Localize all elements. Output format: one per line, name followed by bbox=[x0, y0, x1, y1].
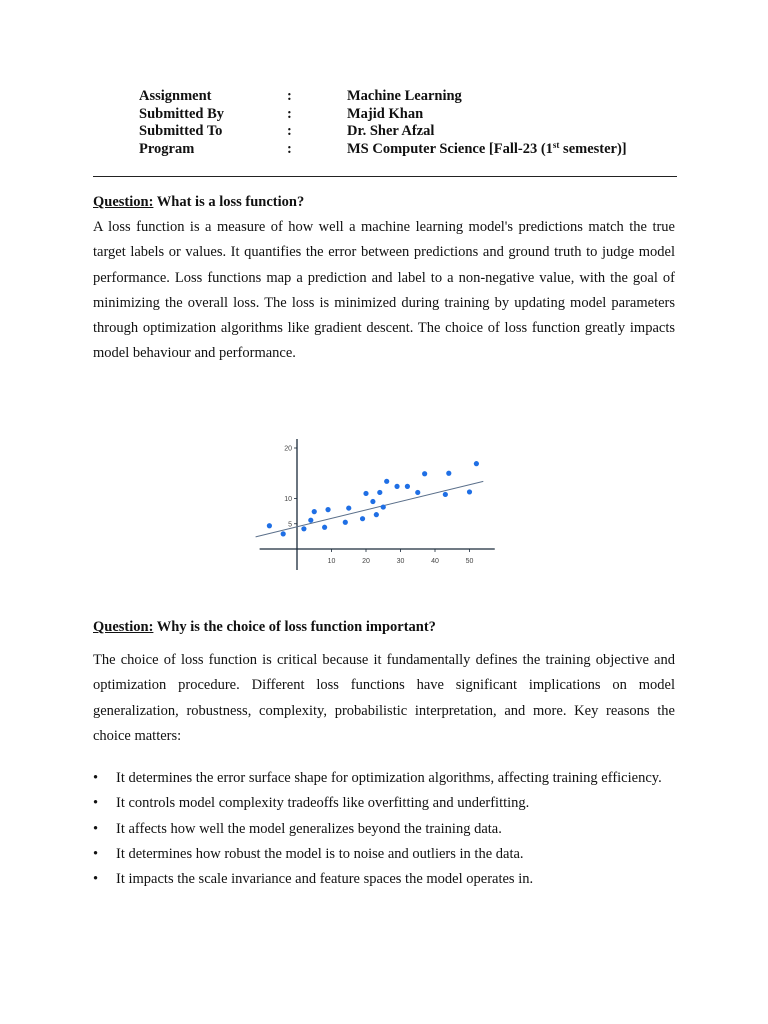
data-point bbox=[381, 504, 386, 509]
submitted-to-colon: : bbox=[287, 123, 292, 140]
bullet-icon: • bbox=[93, 871, 99, 888]
header-divider bbox=[93, 176, 677, 177]
question-2-text: Why is the choice of loss function important? bbox=[153, 619, 436, 635]
submitted-by-colon: : bbox=[287, 105, 292, 122]
data-point bbox=[360, 516, 365, 521]
list-item bbox=[93, 766, 675, 791]
data-point bbox=[422, 471, 427, 476]
question-1-prefix: Question: bbox=[93, 194, 154, 210]
program-value-end: semester)] bbox=[559, 140, 627, 157]
list-item bbox=[93, 791, 675, 816]
data-point bbox=[467, 489, 472, 494]
assignment-header bbox=[139, 88, 627, 158]
data-point bbox=[281, 531, 286, 536]
scatter-chart bbox=[250, 382, 520, 572]
x-tick-label: 30 bbox=[396, 558, 405, 565]
submitted-by-value: Majid Khan bbox=[347, 105, 424, 122]
data-point bbox=[474, 461, 479, 466]
list-item bbox=[93, 817, 675, 842]
x-tick-label: 40 bbox=[431, 558, 439, 565]
submitted-to-label: Submitted To bbox=[139, 123, 223, 140]
list-item-text: It determines the error surface shape for optimization algorithms, affecting training efficiency. bbox=[116, 770, 662, 786]
data-point bbox=[443, 492, 448, 497]
program-label: Program bbox=[139, 140, 195, 157]
assignment-colon: : bbox=[287, 88, 292, 104]
regression-line bbox=[256, 481, 484, 537]
list-item-text: It controls model complexity tradeoffs like overfitting and underfitting. bbox=[116, 795, 530, 812]
data-point bbox=[308, 518, 313, 523]
data-point bbox=[346, 505, 351, 510]
program-value-superscript: st bbox=[552, 139, 560, 150]
data-point bbox=[405, 484, 410, 489]
submitted-to-value: Dr. Sher Afzal bbox=[347, 123, 435, 140]
header-row-submitted-to bbox=[139, 123, 627, 141]
program-colon: : bbox=[287, 140, 292, 157]
question-2-heading bbox=[93, 619, 436, 636]
bullet-icon: • bbox=[93, 770, 99, 786]
data-point bbox=[374, 512, 379, 517]
bullet-icon: • bbox=[93, 795, 99, 812]
bullet-icon: • bbox=[93, 845, 99, 862]
data-point bbox=[415, 490, 420, 495]
data-point bbox=[384, 479, 389, 484]
data-point bbox=[325, 507, 330, 512]
assignment-label: Assignment bbox=[139, 88, 212, 104]
x-tick-label: 50 bbox=[465, 558, 474, 565]
assignment-value: Machine Learning bbox=[347, 88, 462, 104]
data-point bbox=[322, 525, 327, 530]
y-tick-label: 5 bbox=[288, 521, 292, 529]
list-item bbox=[93, 842, 675, 867]
program-value bbox=[347, 141, 627, 159]
y-tick-label: 20 bbox=[284, 445, 292, 453]
header-row-program bbox=[139, 141, 627, 159]
submitted-by-label: Submitted By bbox=[139, 105, 225, 122]
question-2-prefix: Question: bbox=[93, 619, 154, 635]
data-point bbox=[343, 520, 348, 525]
data-point bbox=[312, 509, 317, 514]
list-item-text: It impacts the scale invariance and feature spaces the model operates in. bbox=[116, 871, 534, 888]
header-row-assignment bbox=[139, 88, 627, 106]
x-tick-label: 10 bbox=[327, 558, 336, 565]
question-1-heading bbox=[93, 194, 304, 211]
list-item bbox=[93, 867, 675, 892]
list-item-text: It affects how well the model generalizes beyond the training data. bbox=[116, 820, 502, 837]
data-point bbox=[446, 471, 451, 476]
header-row-submitted-by bbox=[139, 106, 627, 124]
bullet-icon: • bbox=[93, 820, 99, 837]
data-point bbox=[370, 499, 375, 504]
x-tick-label: 20 bbox=[362, 558, 370, 565]
question-1-text: What is a loss function? bbox=[153, 194, 305, 210]
data-point bbox=[267, 523, 272, 528]
question-1-answer: A loss function is a measure of how well a machine learning model's predictions match the true target labels or values. It quantifies the error between predictions and ground truth to judge model performance. Loss functions map a prediction and label to a non-negative value, with the goal of minimizing the overall loss. The loss is minimized during training by updating model parameters through optimization algorithms like gradient descent. The choice of loss function greatly impacts model behaviour and performance. bbox=[93, 219, 675, 362]
reasons-list bbox=[93, 766, 675, 892]
question-2-answer: The choice of loss function is critical because it fundamentally defines the training objective and optimization procedure. Different loss functions have significant implications on model generalization, robustness, complexity, probabilistic interpretation, and more. Key reasons the choice matters: bbox=[93, 652, 675, 744]
data-point bbox=[377, 490, 382, 495]
data-point bbox=[394, 484, 399, 489]
list-item-text: It determines how robust the model is to noise and outliers in the data. bbox=[116, 845, 524, 862]
program-value-main: MS Computer Science [Fall-23 (1 bbox=[347, 140, 553, 157]
y-tick-label: 10 bbox=[284, 496, 292, 503]
data-point bbox=[363, 491, 368, 496]
data-point bbox=[301, 526, 306, 531]
